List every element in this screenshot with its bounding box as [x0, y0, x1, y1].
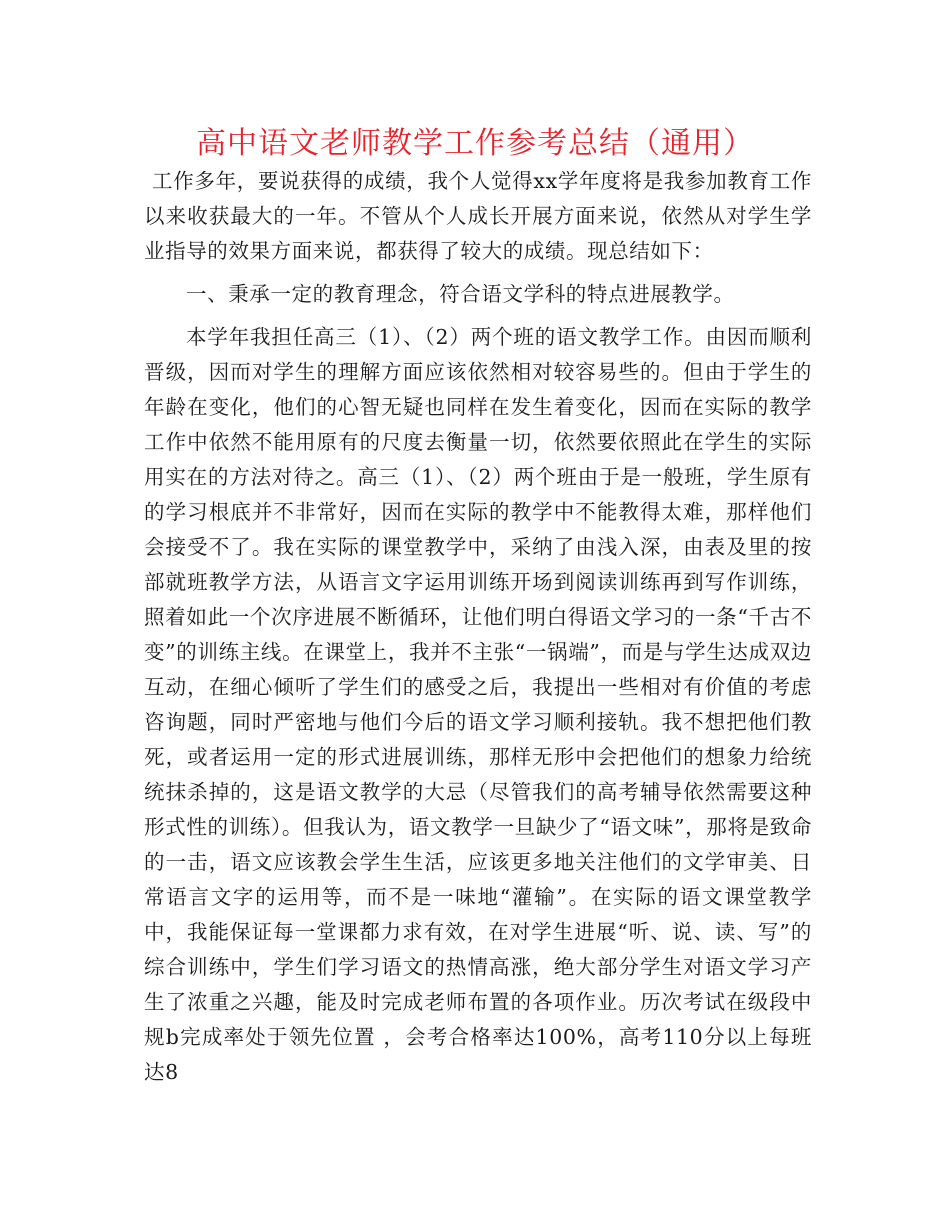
section-heading-1: 一、秉承一定的教育理念，符合语文学科的特点进展教学。 — [186, 282, 735, 306]
document-title: 高中语文老师教学工作参考总结（通用） — [196, 126, 754, 161]
paragraph-body: 本学年我担任高三（1）、（2）两个班的语文教学工作。由因而顺利晋级，因而对学生的理解方面应该依然相对较容易些的。但由于学生的年龄在变化，他们的心智无疑也同样在发生着变化，因而在实际的教学工作中依然不能用原有的尺度去衡量一切，依然要依照此在学生的实际用实在的方法对待之。高三（1）、（2）两个班由于是一般班，学生原有的学习根底并不非常好，因而在实际的教学中不能教得太难，那样他们会接受不了。我在实际的课堂教学中，采纳了由浅入深，由表及里的按部就班教学方法，从语言文字运用训练开场到阅读训练再到写作训练，照着如此一个次序进展不断循环，让他们明白得语文学习的一条“千古不变”的训练主线。在课堂上，我并不主张“一锅端”，而是与学生达成双边互动，在细心倾听了学生们的感受之后，我提出一些相对有价值的考虑咨询题，同时严密地与他们今后的语文学习顺利接轨。我不想把他们教死，或者运用一定的形式进展训练，那样无形中会把他们的想象力给统统抹杀掉的，这是语文教学的大忌（尽管我们的高考辅导依然需要这种形式性的训练）。但我认为，语文教学一旦缺少了“语文味”，那将是致命的一击，语文应该教会学生生活，应该更多地关注他们的文学审美、日常语言文字的运用等，而不是一味地“灌输”。在实际的语文课堂教学中，我能保证每一堂课都力求有效，在对学生进展“听、说、读、写”的综合训练中，学生们学习语文的热情高涨，绝大部分学生对语文学习产生了浓重之兴趣，能及时完成老师布置的各项作业。历次考试在级段中规b完成率处于领先位置 ，会考合格率达100%，高考110分以上每班达8 — [144, 325, 812, 1084]
document-body — [144, 164, 812, 1090]
paragraph-gap — [144, 312, 812, 320]
paragraph-gap — [144, 269, 812, 277]
paragraph-intro: 工作多年，要说获得的成绩，我个人觉得xx学年度将是我参加教育工作以来收获最大的一年。不管从个人成长开展方面来说，依然从对学生学业指导的效果方面来说，都获得了较大的成绩。现总结如下： — [144, 169, 812, 263]
